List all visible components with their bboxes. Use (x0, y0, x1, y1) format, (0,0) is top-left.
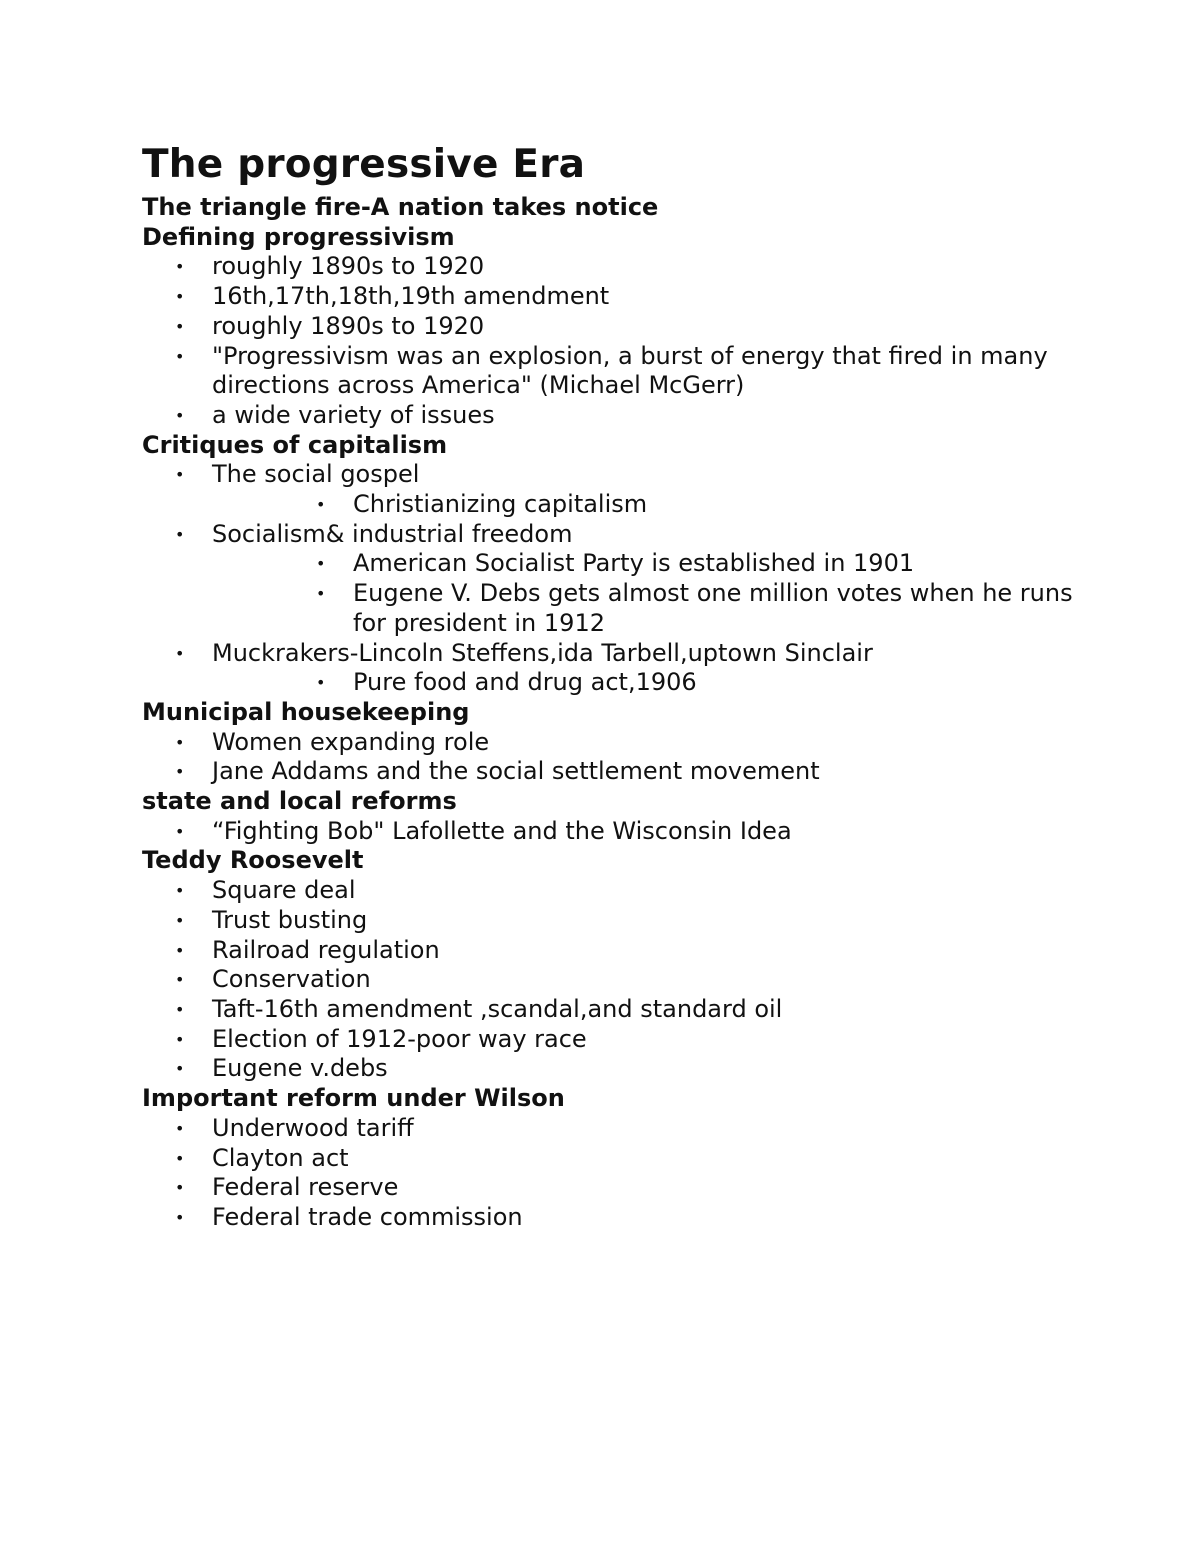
sub-list-item (212, 549, 1082, 579)
list-item-text: Women expanding role (212, 727, 490, 756)
list-item-text: Eugene v.debs (212, 1054, 388, 1083)
list-item-text: 16th,17th,18th,19th amendment (212, 282, 610, 311)
bullet-icon: • (175, 999, 185, 1019)
list-item (142, 1114, 1082, 1144)
section-heading: Defining progressivism (142, 222, 455, 251)
list-item (142, 965, 1082, 995)
sub-list-item (212, 579, 1082, 638)
bullet-icon: • (175, 1118, 185, 1138)
list-item-text: The social gospel (212, 460, 420, 489)
section-heading: Municipal housekeeping (142, 697, 470, 726)
list-item (142, 728, 1082, 758)
list-item-text: Square deal (212, 876, 356, 905)
list-item-text: “Fighting Bob" Lafollette and the Wisconsin Idea (212, 816, 792, 845)
list-item (142, 1173, 1082, 1203)
bullet-icon: • (175, 881, 185, 901)
list-item (142, 520, 1082, 639)
bullet-list (142, 460, 1082, 698)
bullet-icon: • (175, 1178, 185, 1198)
bullet-icon: • (316, 584, 326, 604)
bullet-icon: • (175, 287, 185, 307)
bullet-icon: • (175, 465, 185, 485)
list-item (142, 757, 1082, 787)
list-item-text: Taft-16th amendment ,scandal,and standard oil (212, 994, 783, 1023)
list-item (142, 995, 1082, 1025)
bullet-icon: • (175, 910, 185, 930)
list-item-text: Underwood tariff (212, 1113, 414, 1142)
list-item (142, 1144, 1082, 1174)
sections-container (142, 223, 1082, 1233)
bullet-icon: • (175, 732, 185, 752)
bullet-list (142, 252, 1082, 430)
bullet-icon: • (175, 346, 185, 366)
sub-list-item-text: Christianizing capitalism (353, 490, 648, 519)
list-item (142, 876, 1082, 906)
page-title: The progressive Era (142, 142, 586, 187)
list-item (142, 401, 1082, 431)
bullet-icon: • (175, 524, 185, 544)
bullet-list (142, 876, 1082, 1084)
list-item-text: a wide variety of issues (212, 400, 495, 429)
list-item (142, 1203, 1082, 1233)
list-item (142, 252, 1082, 282)
bullet-icon: • (175, 1029, 185, 1049)
intro-heading: The triangle fire-A nation takes notice (142, 193, 659, 221)
bullet-icon: • (175, 970, 185, 990)
section-heading: Critiques of capitalism (142, 430, 448, 459)
list-item-text: "Progressivism was an explosion, a burst of energy that fired in many directions across America" (Michael McGerr) (212, 341, 1048, 400)
list-item-text: Railroad regulation (212, 935, 440, 964)
bullet-icon: • (316, 495, 326, 515)
bullet-icon: • (175, 1207, 185, 1227)
section-heading: Important reform under Wilson (142, 1084, 565, 1113)
list-item-text: Federal trade commission (212, 1202, 523, 1231)
list-item-text: roughly 1890s to 1920 (212, 311, 485, 340)
sub-bullet-list (212, 490, 1082, 520)
sub-list-item (212, 490, 1082, 520)
bullet-icon: • (175, 643, 185, 663)
bullet-icon: • (175, 821, 185, 841)
list-item (142, 639, 1082, 698)
list-item-text: Election of 1912-poor way race (212, 1024, 587, 1053)
list-item (142, 312, 1082, 342)
list-item-text: Federal reserve (212, 1173, 399, 1202)
list-item (142, 906, 1082, 936)
bullet-list (142, 728, 1082, 787)
bullet-icon: • (175, 940, 185, 960)
list-item-text: Jane Addams and the social settlement movement (212, 757, 820, 786)
bullet-icon: • (175, 1059, 185, 1079)
list-item (142, 1025, 1082, 1055)
list-item-text: Socialism& industrial freedom (212, 519, 573, 548)
list-item (142, 1054, 1082, 1084)
bullet-list (142, 817, 1082, 847)
list-item (142, 460, 1082, 519)
list-item-text: Conservation (212, 965, 371, 994)
sub-list-item (212, 668, 1082, 698)
bullet-list (142, 1114, 1082, 1233)
list-item (142, 936, 1082, 966)
sub-list-item-text: Eugene V. Debs gets almost one million votes when he runs for president in 1912 (353, 579, 1073, 637)
sub-list-item-text: American Socialist Party is established in 1901 (353, 549, 915, 578)
bullet-icon: • (316, 554, 326, 574)
list-item (142, 817, 1082, 847)
list-item (142, 282, 1082, 312)
bullet-icon: • (316, 673, 326, 693)
section-heading: state and local reforms (142, 787, 457, 816)
list-item-text: Trust busting (212, 905, 368, 934)
sub-list-item-text: Pure food and drug act,1906 (353, 668, 697, 697)
sub-bullet-list (212, 549, 1082, 638)
section-heading: Teddy Roosevelt (142, 846, 364, 875)
bullet-icon: • (175, 316, 185, 336)
sub-bullet-list (212, 668, 1082, 698)
bullet-icon: • (175, 1148, 185, 1168)
document-page (142, 141, 1082, 1233)
bullet-icon: • (175, 762, 185, 782)
list-item-text: roughly 1890s to 1920 (212, 252, 485, 281)
bullet-icon: • (175, 405, 185, 425)
list-item-text: Muckrakers-Lincoln Steffens,ida Tarbell,uptown Sinclair (212, 638, 873, 667)
list-item-text: Clayton act (212, 1143, 349, 1172)
bullet-icon: • (175, 257, 185, 277)
list-item (142, 342, 1082, 401)
